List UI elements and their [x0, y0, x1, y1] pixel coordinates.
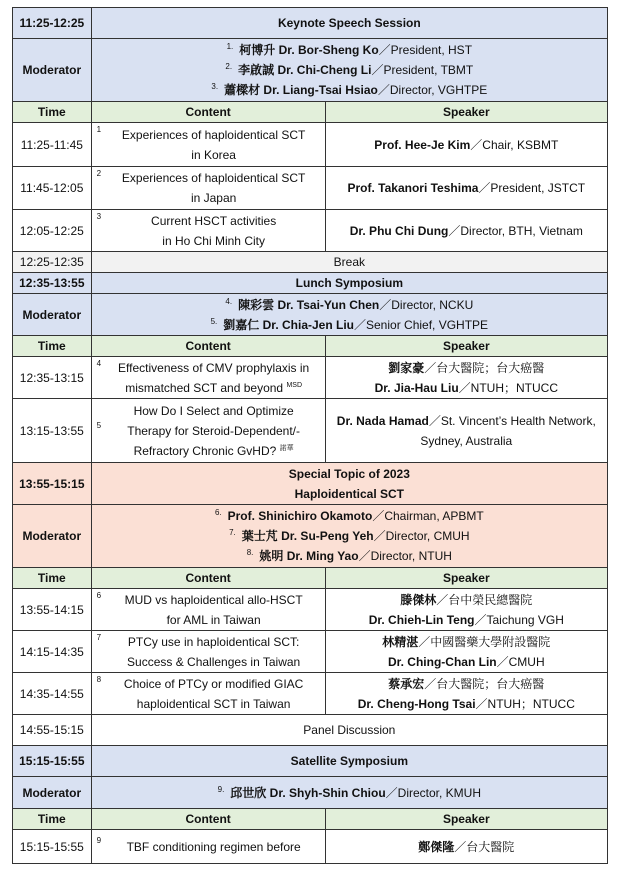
header-speaker: Speaker: [325, 809, 607, 830]
session-row-keynote: [13, 8, 608, 39]
header-speaker: Speaker: [325, 336, 607, 357]
session-row-special: [13, 463, 608, 505]
talk-row: [13, 673, 608, 715]
talk-content: 8 Choice of PTCy or modified GIAC haploidentical SCT in Taiwan: [91, 673, 325, 715]
panel-time: 14:55-15:15: [13, 715, 92, 746]
talk-time: 13:55-14:15: [13, 589, 92, 631]
header-speaker: Speaker: [325, 568, 607, 589]
moderator-list: [91, 505, 607, 568]
session-title: Keynote Speech Session: [91, 8, 607, 39]
moderator-item: $^{4.}$ 陳彩雲 Dr. Tsai-Yun Chen／Director, NCKU: [225, 296, 474, 312]
moderator-list: [91, 39, 607, 102]
talk-row: [13, 210, 608, 252]
talk-content: 2 Experiences of haploidentical SCT in Japan: [91, 167, 325, 210]
talk-row: [13, 830, 608, 864]
schedule-table: [12, 7, 608, 864]
talk-speaker: 滕傑林／台中榮民總醫院 Dr. Chieh-Lin Teng／Taichung VGH: [325, 589, 607, 631]
header-row: [13, 568, 608, 589]
moderator-item: $^{7.}$ 葉士芃 Dr. Su-Peng Yeh／Director, CMUH: [229, 528, 470, 543]
sponsor-mark: MSD: [286, 381, 303, 389]
talk-speaker: 蔡承宏／台大醫院；台大癌醫 Dr. Cheng-Hong Tsai／NTUH；NTUCC: [325, 673, 607, 715]
moderator-row-lunch: [13, 294, 608, 336]
moderator-item: $^{9.}$ 邱世欣 Dr. Shyh-Shin Chiou／Director, KMUH: [217, 784, 482, 800]
moderator-item: $^{3.}$ 蕭樑材 Dr. Liang-Tsai Hsiao／Director, VGHTPE: [211, 82, 488, 97]
talk-time: 12:05-12:25: [13, 210, 92, 252]
moderator-row-special: [13, 505, 608, 568]
break-time: 12:25-12:35: [13, 252, 92, 273]
session-time: 12:35-13:55: [13, 273, 92, 294]
talk-speaker: Prof. Takanori Teshima／President, JSTCT: [325, 167, 607, 210]
talk-time: 11:45-12:05: [13, 167, 92, 210]
talk-time: 13:15-13:55: [13, 399, 92, 463]
talk-content: 3 Current HSCT activities in Ho Chi Minh City: [91, 210, 325, 252]
session-time: 15:15-15:55: [13, 746, 92, 777]
talk-speaker: 劉家豪／台大醫院；台大癌醫 Dr. Jia-Hau Liu／NTUH；NTUCC: [325, 357, 607, 399]
talk-row: [13, 399, 608, 463]
talk-content: 1 Experiences of haploidentical SCT in Korea: [91, 123, 325, 167]
header-content: Content: [91, 809, 325, 830]
talk-time: 14:15-14:35: [13, 631, 92, 673]
header-speaker: Speaker: [325, 102, 607, 123]
header-time: Time: [13, 336, 92, 357]
panel-row: [13, 715, 608, 746]
talk-speaker: Prof. Hee-Je Kim／Chair, KSBMT: [325, 123, 607, 167]
moderator-row-satellite: [13, 777, 608, 809]
moderator-list: [91, 777, 607, 809]
moderator-item: $^{1.}$ 柯博升 Dr. Bor-Sheng Ko／President, HST: [226, 42, 473, 57]
moderator-label: Moderator: [13, 294, 92, 336]
moderator-item: $^{6.}$ Prof. Shinichiro Okamoto／Chairman, APBMT: [214, 508, 484, 523]
talk-time: 12:35-13:15: [13, 357, 92, 399]
header-content: Content: [91, 568, 325, 589]
header-content: Content: [91, 336, 325, 357]
talk-row: [13, 167, 608, 210]
talk-row: [13, 123, 608, 167]
session-time: 13:55-15:15: [13, 463, 92, 505]
talk-content: 5 How Do I Select and Optimize Therapy for Steroid-Dependent/- Refractory Chronic GvHD? $^{諾華}$: [91, 399, 325, 463]
talk-content: 6 MUD vs haploidentical allo-HSCT for AML in Taiwan: [91, 589, 325, 631]
moderator-item: $^{5.}$ 劉嘉仁 Dr. Chia-Jen Liu／Senior Chief, VGHTPE: [210, 316, 489, 332]
talk-content: 9 TBF conditioning regimen before: [91, 830, 325, 864]
session-time: 11:25-12:25: [13, 8, 92, 39]
session-title: Lunch Symposium: [91, 273, 607, 294]
break-row: [13, 252, 608, 273]
talk-content: 7 PTCy use in haploidentical SCT: Success & Challenges in Taiwan: [91, 631, 325, 673]
talk-row: [13, 589, 608, 631]
header-row: [13, 102, 608, 123]
header-row: [13, 809, 608, 830]
session-row-satellite: [13, 746, 608, 777]
header-row: [13, 336, 608, 357]
moderator-item: $^{2.}$ 李啟誠 Dr. Chi-Cheng Li／President, TBMT: [225, 62, 474, 77]
session-title: Satellite Symposium: [91, 746, 607, 777]
break-label: Break: [91, 252, 607, 273]
talk-content: 4 Effectiveness of CMV prophylaxis in mismatched SCT and beyond $^{MSD}$: [91, 357, 325, 399]
talk-speaker: Dr. Nada Hamad／St. Vincent’s Health Network, Sydney, Australia: [325, 399, 607, 463]
moderator-label: Moderator: [13, 505, 92, 568]
moderator-row-keynote: [13, 39, 608, 102]
talk-speaker: Dr. Phu Chi Dung／Director, BTH, Vietnam: [325, 210, 607, 252]
header-time: Time: [13, 102, 92, 123]
talk-time: 11:25-11:45: [13, 123, 92, 167]
header-time: Time: [13, 809, 92, 830]
schedule: [12, 7, 608, 864]
talk-speaker: 鄭傑隆／台大醫院: [325, 830, 607, 864]
session-row-lunch: [13, 273, 608, 294]
moderator-list: [91, 294, 607, 336]
header-content: Content: [91, 102, 325, 123]
talk-time: 15:15-15:55: [13, 830, 92, 864]
sponsor-mark: 諾華: [279, 444, 294, 452]
moderator-label: Moderator: [13, 39, 92, 102]
session-title: Special Topic of 2023 Haploidentical SCT: [91, 463, 607, 505]
header-time: Time: [13, 568, 92, 589]
talk-time: 14:35-14:55: [13, 673, 92, 715]
moderator-item: $^{8.}$ 姚明 Dr. Ming Yao／Director, NTUH: [246, 548, 452, 563]
talk-row: [13, 357, 608, 399]
talk-row: [13, 631, 608, 673]
talk-speaker: 林精湛／中國醫藥大學附設醫院 Dr. Ching-Chan Lin／CMUH: [325, 631, 607, 673]
moderator-label: Moderator: [13, 777, 92, 809]
panel-label: Panel Discussion: [91, 715, 607, 746]
